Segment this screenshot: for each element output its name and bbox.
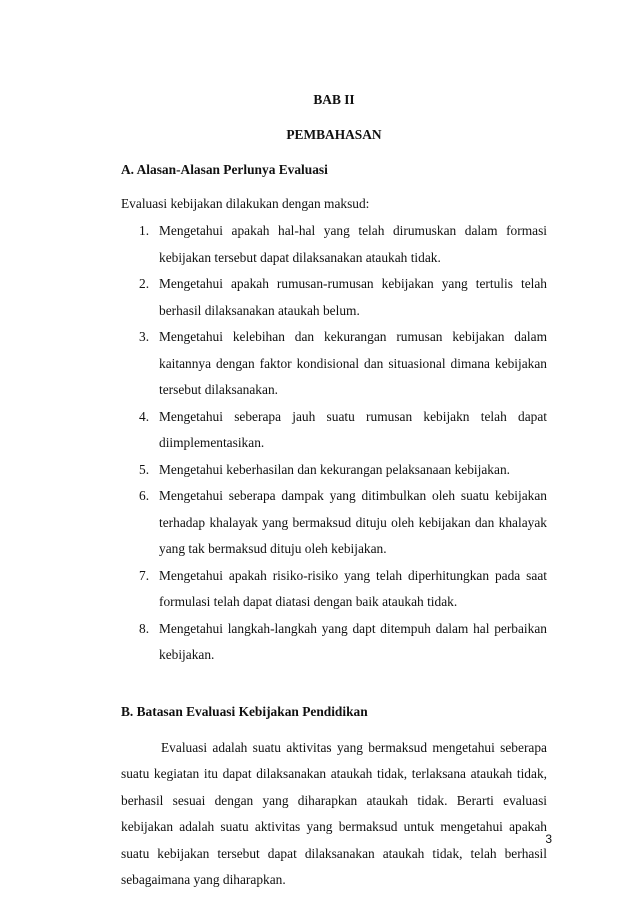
list-item-number: 3. [139,329,150,344]
list-item-number: 7. [139,567,150,583]
page-number: 3 [545,832,552,846]
list-item [121,404,547,457]
list-item [121,324,547,404]
section-a-intro: Evaluasi kebijakan dilakukan dengan maksud: [121,196,370,211]
section-a-heading: A. Alasan-Alasan Perlunya Evaluasi [121,162,328,177]
list-item-number: 8. [139,620,150,636]
list-item-text: Mengetahui seberapa dampak yang ditimbulkan oleh suatu kebijakan terhadap khalayak yang bermaksud dituju oleh kebijakan dan khalayak yang tak bermaksud dituju oleh kebijakan. [159,488,547,556]
list-item-text: Mengetahui seberapa jauh suatu rumusan kebijakn telah dapat diimplementasikan. [159,408,547,450]
list-item [121,457,547,484]
chapter-number: BAB II [313,92,355,107]
section-b-paragraph: Evaluasi adalah suatu aktivitas yang bermaksud mengetahui seberapa suatu kegiatan itu dapat dilaksanakan ataukah tidak, terlaksana ataukah tidak, berhasil sesuai dengan yang diharapkan ataukah tidak. Berarti evaluasi kebijakan adalah suatu aktivitas yang bermaksud untuk mengetahui apakah suatu kebijakan tersebut dapat dilaksanakan ataukah tidak, telah berhasil sebagaimana yang diharapkan. [121,739,547,887]
list-item-number: 4. [139,408,150,424]
page-content [121,89,547,894]
list-item-number: 6. [139,488,150,503]
list-item-text: Mengetahui apakah risiko-risiko yang telah diperhitungkan pada saat formulasi telah dapat diatasi dengan baik ataukah tidak. [159,567,547,609]
list-item [121,563,547,616]
list-item [121,483,547,563]
section-spacer [121,669,547,701]
list-item [121,616,547,669]
purpose-list [121,218,547,669]
list-item-text: Mengetahui langkah-langkah yang dapt ditempuh dalam hal perbaikan kebijakan. [159,620,547,662]
list-item [121,218,547,271]
list-item-text: Mengetahui keberhasilan dan kekurangan pelaksanaan kebijakan. [159,461,510,477]
section-b-heading: B. Batasan Evaluasi Kebijakan Pendidikan [121,703,368,719]
list-item-number: 2. [139,276,150,291]
chapter-title: PEMBAHASAN [286,127,382,142]
list-item [121,271,547,324]
list-item-text: Mengetahui apakah rumusan-rumusan kebijakan yang tertulis telah berhasil dilaksanakan ataukah belum. [159,276,547,318]
list-item-number: 1. [139,223,150,238]
list-item-text: Mengetahui kelebihan dan kekurangan rumusan kebijakan dalam kaitannya dengan faktor kondisional dan situasional dimana kebijakan tersebut dilaksanakan. [159,329,547,397]
list-item-text: Mengetahui apakah hal-hal yang telah dirumuskan dalam formasi kebijakan tersebut dapat dilaksanakan ataukah tidak. [159,223,547,265]
list-item-number: 5. [139,461,150,477]
